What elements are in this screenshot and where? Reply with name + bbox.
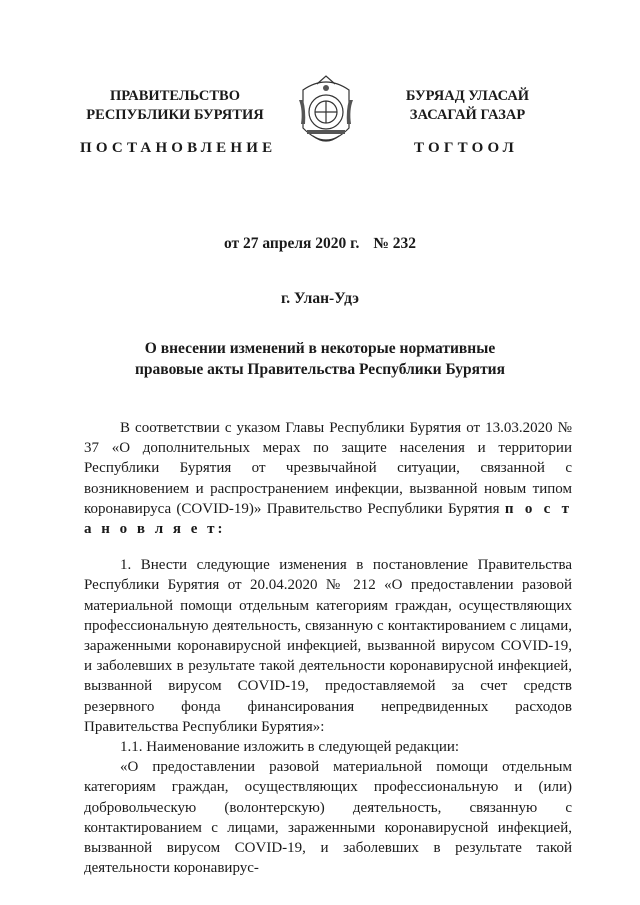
- issuer-buryat-line-2: ЗАСАГАЙ ГАЗАР: [409, 107, 526, 123]
- resolves-word: п о с т а н о в л я е т:: [84, 500, 573, 538]
- quoted-title-paragraph: «О предоставлении разовой материальной помощи отдельным категориям граждан, осуществляющих профессиональную и (или) добровольческую (волонтерскую) деятельность, связанную с контактированием с лицами, зараженными коронавирусной инфекцией, вызванной вирусом COVID-19, и заболевших в результате такой деятельности коронавирус-: [84, 759, 572, 877]
- coat-of-arms-icon: [295, 70, 357, 154]
- issuer-line-1: ПРАВИТЕЛЬСТВО: [110, 88, 240, 104]
- issuer-name-buryat: [380, 87, 555, 125]
- preamble-paragraph: [84, 418, 572, 539]
- preamble-text: В соответствии с указом Главы Республики Бурятия от 13.03.2020 № 37 «О дополнительных мерах по защите населения и территории Республики Бурятия от чрезвычайной ситуации, связанной с возникновением и распространением инфекции, вызванной новым типом коронавируса (COVID-19)» Правительство Республики Бурятия: [84, 420, 572, 517]
- doc-type-buryat: ТОГТООЛ: [414, 140, 518, 156]
- title-line-2: правовые акты Правительства Республики Бурятия: [135, 361, 505, 378]
- item-1-1-paragraph: 1.1. Наименование изложить в следующей редакции:: [120, 739, 460, 756]
- doc-type-russian: ПОСТАНОВЛЕНИЕ: [80, 140, 277, 156]
- document-date: от 27 апреля 2020 г.: [223, 235, 360, 252]
- issuer-name-russian: [80, 87, 270, 125]
- date-number-line: [60, 235, 580, 253]
- issuer-line-2: РЕСПУБЛИКИ БУРЯТИЯ: [86, 107, 264, 123]
- document-number: № 232: [373, 235, 417, 252]
- city: г. Улан-Удэ: [280, 290, 359, 307]
- title-line-1: О внесении изменений в некоторые нормативные: [144, 340, 496, 357]
- issuer-buryat-line-1: БУРЯАД УЛАСАЙ: [405, 88, 530, 104]
- item-1-paragraph: 1. Внести следующие изменения в постановление Правительства Республики Бурятия от 20.04.2020 № 212 «О предоставлении разовой материальной помощи отдельным категориям граждан, осуществляющих профессиональную деятельность, связанную с контактированием с лицами, зараженными коронавирусной инфекцией, вызванной вирусом COVID-19, и заболевших в результате такой деятельности коронавирусной инфекцией, вызванной вирусом COVID-19, предоставляемой за счет средств резервного фонда финансирования непредвиденных расходов Правительства Республики Бурятия»:: [84, 557, 572, 735]
- document-title: [60, 338, 580, 380]
- document-body: [84, 418, 572, 878]
